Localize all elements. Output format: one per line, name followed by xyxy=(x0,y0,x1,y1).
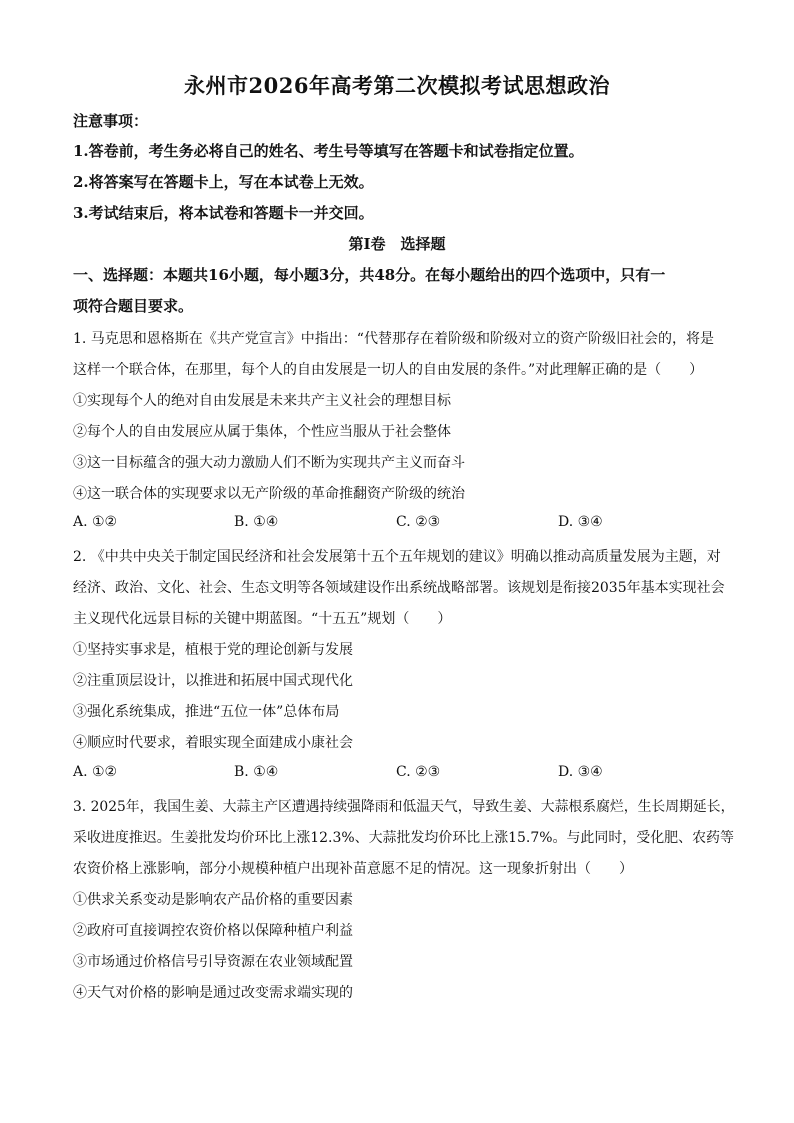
answer-option-c: C. ②③ xyxy=(396,764,441,780)
question-stem: 1. 马克思和恩格斯在《共产党宣言》中指出：“代替那存在着阶级和阶级对立的资产阶级旧社会的，将是 xyxy=(73,331,714,347)
question-statement: ④这一联合体的实现要求以无产阶级的革命推翻资产阶级的统治 xyxy=(73,486,465,502)
answer-option-d: D. ③④ xyxy=(558,514,603,530)
answer-option-a: A. ①② xyxy=(73,764,118,780)
question-statement: ③强化系统集成，推进“五位一体”总体布局 xyxy=(73,704,340,720)
question-stem: 经济、政治、文化、社会、生态文明等各领域建设作出系统战略部署。该规划是衔接2035年基本实现社会 xyxy=(73,580,725,596)
question-stem: 2. 《中共中央关于制定国民经济和社会发展第十五个五年规划的建议》明确以推动高质量发展为主题，对 xyxy=(73,549,721,565)
question-statement: ④天气对价格的影响是通过改变需求端实现的 xyxy=(73,985,353,1001)
question-statement: ④顺应时代要求，着眼实现全面建成小康社会 xyxy=(73,735,353,751)
answer-option-d: D. ③④ xyxy=(558,764,603,780)
notice-item: 2.将答案写在答题卡上，写在本试卷上无效。 xyxy=(73,173,374,191)
question-statement: ①实现每个人的绝对自由发展是未来共产主义社会的理想目标 xyxy=(73,393,451,409)
question-statement: ②每个人的自由发展应从属于集体，个性应当服从于社会整体 xyxy=(73,424,451,440)
section-instructions: 一、选择题：本题共16小题，每小题3分，共48分。在每小题给出的四个选项中，只有一 xyxy=(73,266,666,284)
notice-item: 1.答卷前，考生务必将自己的姓名、考生号等填写在答题卡和试卷指定位置。 xyxy=(73,142,584,160)
question-statement: ①供求关系变动是影响农产品价格的重要因素 xyxy=(73,892,353,908)
question-stem: 3. 2025年，我国生姜、大蒜主产区遭遇持续强降雨和低温天气，导致生姜、大蒜根系腐烂，生长周期延长， xyxy=(73,799,735,815)
question-stem: 这样一个联合体，在那里，每个人的自由发展是一切人的自由发展的条件。”对此理解正确的是（ ） xyxy=(73,362,704,378)
answer-option-a: A. ①② xyxy=(73,514,118,530)
question-stem: 主义现代化远景目标的关键中期蓝图。“十五五”规划（ ） xyxy=(73,611,452,627)
answer-option-b: B. ①④ xyxy=(234,764,279,780)
question-statement: ③市场通过价格信号引导资源在农业领域配置 xyxy=(73,954,353,970)
question-statement: ②注重顶层设计，以推进和拓展中国式现代化 xyxy=(73,673,353,689)
notice-heading: 注意事项： xyxy=(73,112,149,130)
section-instructions: 项符合题目要求。 xyxy=(73,297,194,315)
question-statement: ①坚持实事求是，植根于党的理论创新与发展 xyxy=(73,642,353,658)
question-stem: 采收进度推迟。生姜批发均价环比上涨12.3%、大蒜批发均价环比上涨15.7%。与此同时，受化肥、农药等 xyxy=(73,830,734,846)
question-stem: 农资价格上涨影响，部分小规模种植户出现补苗意愿不足的情况。这一现象折射出（ ） xyxy=(73,861,633,877)
exam-title: 永州市2026年高考第二次模拟考试思想政治 xyxy=(184,73,610,98)
question-statement: ③这一目标蕴含的强大动力激励人们不断为实现共产主义而奋斗 xyxy=(73,455,465,471)
notice-item: 3.考试结束后，将本试卷和答题卡一并交回。 xyxy=(73,204,374,222)
question-statement: ②政府可直接调控农资价格以保障种植户利益 xyxy=(73,923,353,939)
answer-option-b: B. ①④ xyxy=(234,514,279,530)
section-title: 第Ⅰ卷 选择题 xyxy=(348,235,446,253)
answer-option-c: C. ②③ xyxy=(396,514,441,530)
